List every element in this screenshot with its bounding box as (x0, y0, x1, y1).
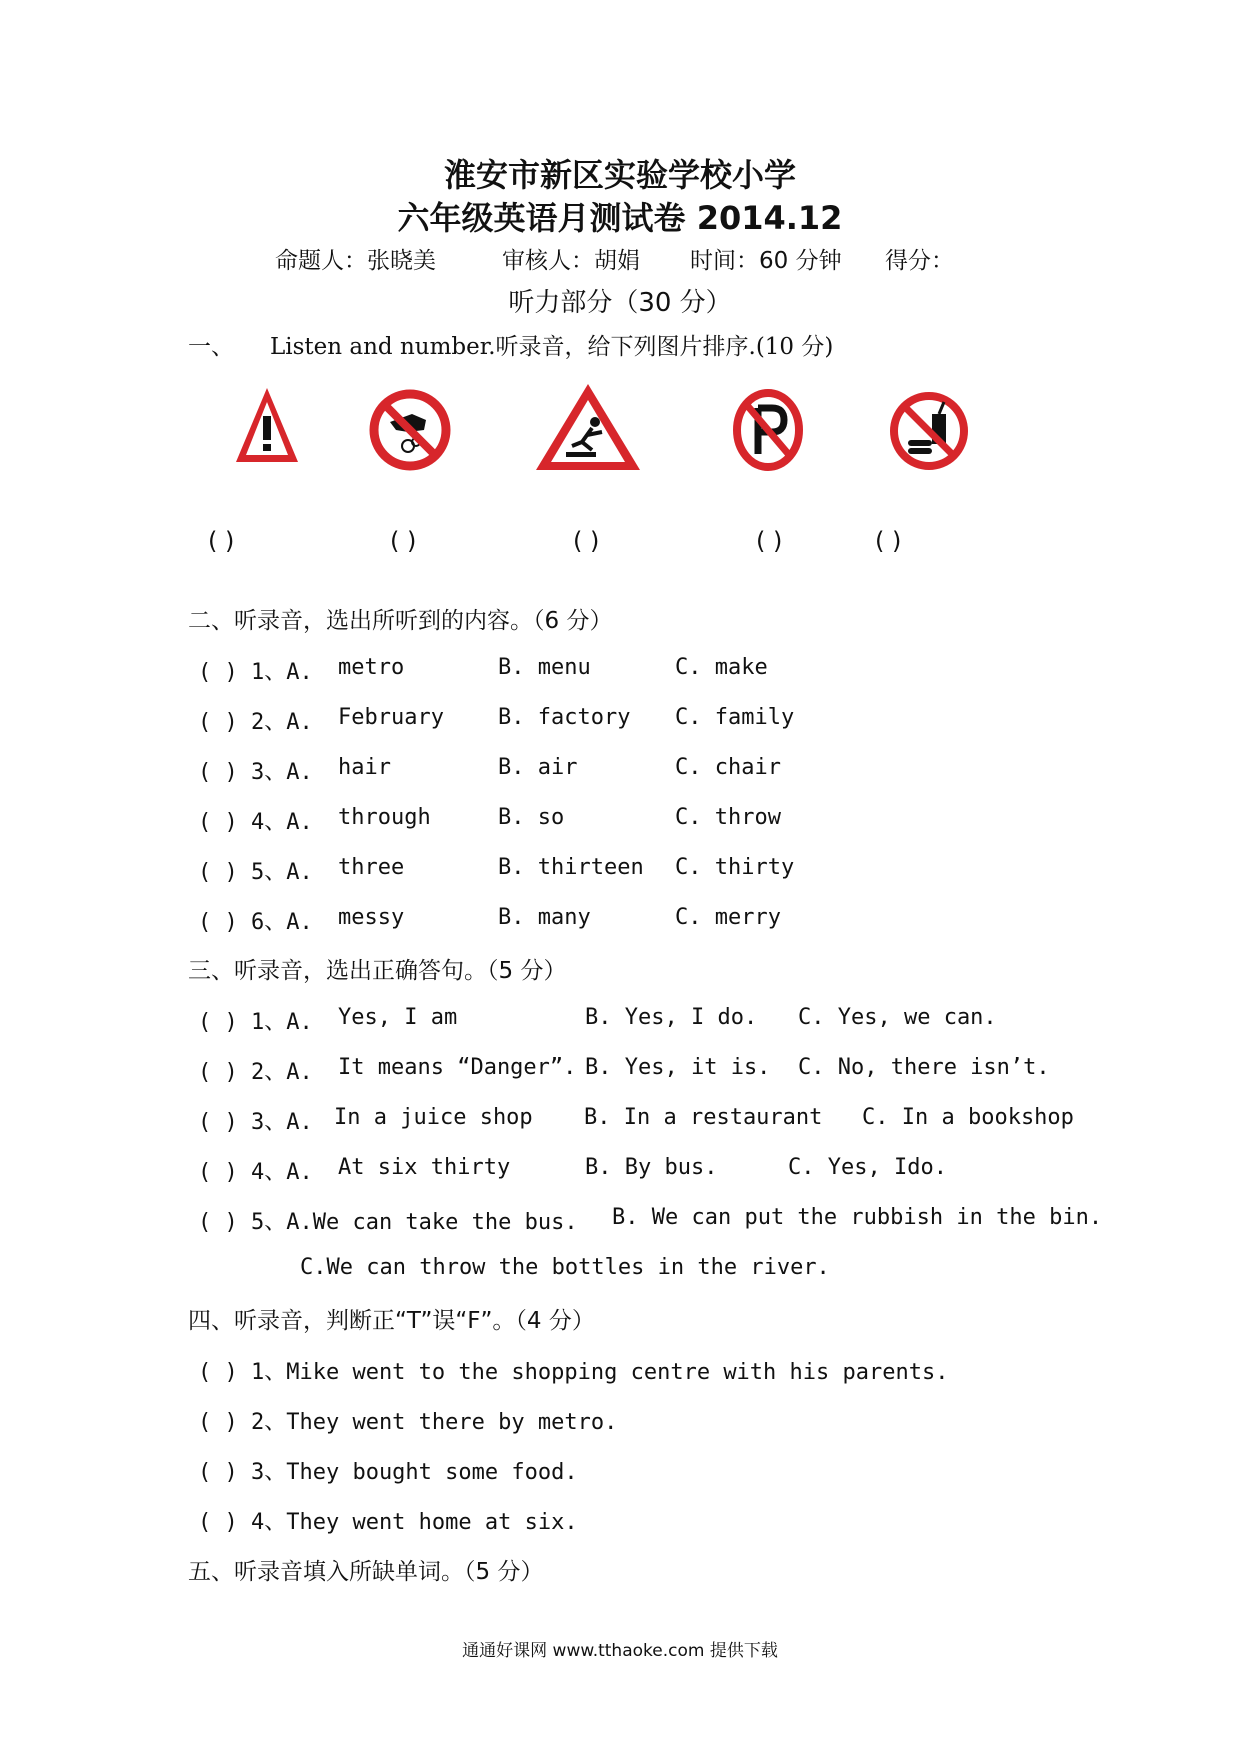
part1-title: Listen and number.听录音，给下列图片排序.(10 分) (270, 334, 834, 360)
option-b: B. Yes, it is. (585, 1055, 771, 1080)
option-b: B. By bus. (585, 1155, 718, 1180)
option-b: B. so (498, 805, 565, 830)
listening-heading: 听力部分（30 分） (508, 288, 732, 318)
option-b: B. Yes, I do. (585, 1005, 758, 1030)
option-c: C. throw (675, 805, 781, 830)
option-c: C. chair (675, 755, 781, 780)
option-a: three (338, 855, 405, 880)
exam-title: 六年级英语月测试卷 2014.12 (397, 199, 843, 237)
q-number: ( ) 5、A. (198, 860, 313, 885)
tf-item: ( ) 2、They went there by metro. (198, 1410, 618, 1435)
answer-paren: ( ) (875, 527, 902, 555)
q-number: ( ) 3、A. (198, 1110, 313, 1135)
exam-time: 时间：60 分钟 (690, 248, 842, 274)
option-b: B. menu (498, 655, 591, 680)
option-a: metro (338, 655, 405, 680)
no-parking-sign-icon (732, 388, 804, 472)
wet-floor-sign-icon (532, 380, 644, 476)
option-a: messy (338, 905, 405, 930)
q-number: ( ) 3、A. (198, 760, 313, 785)
answer-paren: ( ) (573, 527, 600, 555)
option-c: C. make (675, 655, 768, 680)
q-number: ( ) 6、A. (198, 910, 313, 935)
option-a: In a juice shop (334, 1105, 533, 1130)
option-a: It means “Danger”. (338, 1055, 577, 1080)
option-b: B. We can put the rubbish in the bin. (612, 1205, 1103, 1230)
footer-credit: 通通好课网 www.tthaoke.com 提供下载 (462, 1641, 778, 1661)
reviewer: 审核人：胡娟 (502, 248, 640, 274)
warning-sign-icon (232, 384, 302, 466)
answer-paren: ( ) (208, 527, 235, 555)
part4-title: 四、听录音，判断正“T”误“F”。（4 分） (188, 1308, 595, 1334)
option-b: B. In a restaurant (584, 1105, 823, 1130)
q-number: ( ) 4、A. (198, 810, 313, 835)
option-c: C.We can throw the bottles in the river. (300, 1255, 830, 1280)
part5-title: 五、听录音填入所缺单词。（5 分） (188, 1559, 544, 1585)
tf-item: ( ) 1、Mike went to the shopping centre with his parents. (198, 1360, 949, 1385)
score-label: 得分： (885, 248, 954, 274)
q-number: ( ) 1、A. (198, 1010, 313, 1035)
q-number: ( ) 1、A. (198, 660, 313, 685)
answer-paren: ( ) (756, 527, 783, 555)
q-number: ( ) 5、A.We can take the bus. (198, 1210, 578, 1235)
q-number: ( ) 4、A. (198, 1160, 313, 1185)
option-c: C. No, there isn’t. (798, 1055, 1050, 1080)
option-c: C. Yes, Ido. (788, 1155, 947, 1180)
option-a: through (338, 805, 431, 830)
option-b: B. many (498, 905, 591, 930)
option-c: C. Yes, we can. (798, 1005, 997, 1030)
option-c: C. merry (675, 905, 781, 930)
no-littering-sign-icon (368, 388, 452, 472)
tf-item: ( ) 4、They went home at six. (198, 1510, 578, 1535)
option-b: B. air (498, 755, 578, 780)
option-a: At six thirty (338, 1155, 511, 1180)
option-b: B. thirteen (498, 855, 644, 880)
part2-title: 二、听录音，选出所听到的内容。（6 分） (188, 608, 613, 634)
q-number: ( ) 2、A. (198, 1060, 313, 1085)
option-c: C. In a bookshop (862, 1105, 1074, 1130)
school-title: 淮安市新区实验学校小学 (443, 156, 796, 194)
option-a: February (338, 705, 444, 730)
author: 命题人：张晓美 (275, 248, 436, 274)
option-c: C. family (675, 705, 795, 730)
option-b: B. factory (498, 705, 631, 730)
answer-paren: ( ) (390, 527, 417, 555)
q-number: ( ) 2、A. (198, 710, 313, 735)
option-c: C. thirty (675, 855, 795, 880)
no-eating-drinking-sign-icon (888, 390, 970, 472)
option-a: Yes, I am (338, 1005, 458, 1030)
part3-title: 三、听录音，选出正确答句。（5 分） (188, 958, 567, 984)
part1-number: 一、 (188, 334, 234, 360)
option-a: hair (338, 755, 391, 780)
tf-item: ( ) 3、They bought some food. (198, 1460, 578, 1485)
